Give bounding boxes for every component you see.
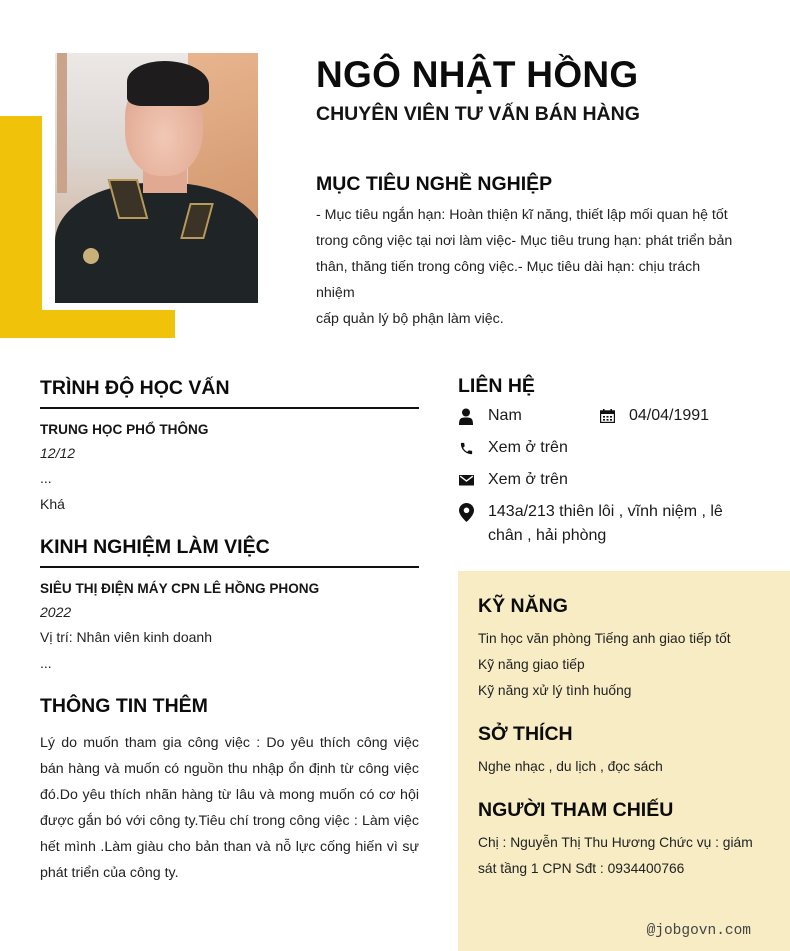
education-heading: TRÌNH ĐỘ HỌC VẤN <box>40 377 230 399</box>
phone-icon <box>458 439 474 457</box>
birthday-value: 04/04/1991 <box>629 407 710 424</box>
objective-line: thân, thăng tiến trong công việc.- Mục tiêu dài hạn: chịu trách nhiệm <box>316 259 701 301</box>
education-school: TRUNG HỌC PHỔ THÔNG <box>40 422 209 437</box>
education-detail: ... <box>40 470 52 486</box>
skill-item: Kỹ năng giao tiếp <box>478 657 585 672</box>
skills-list <box>478 626 731 704</box>
contact-birthday <box>599 404 709 428</box>
watermark: @jobgovn.com <box>646 923 751 939</box>
objective-line: trong công việc tại nơi làm việc- Mục tiêu trung hạn: phát triển bản <box>316 233 733 249</box>
accent-block-vertical <box>0 116 42 338</box>
phone-value: Xem ở trên <box>488 439 568 456</box>
contact-gender <box>458 404 522 428</box>
person-icon <box>458 407 474 425</box>
profile-photo <box>55 53 258 303</box>
photo-shirt <box>55 183 258 303</box>
references-text <box>478 830 753 882</box>
candidate-name: NGÔ NHẬT HỒNG <box>316 54 639 95</box>
education-divider <box>40 407 419 409</box>
objective-line: cấp quản lý bộ phận làm việc. <box>316 311 504 327</box>
mail-icon <box>458 471 474 489</box>
objective-line: - Mục tiêu ngắn hạn: Hoàn thiện kĩ năng, thiết lập mối quan hệ tốt <box>316 207 728 223</box>
address-line: 143a/213 thiên lôi , vĩnh niệm , lê <box>488 503 723 520</box>
hobbies-text: Nghe nhạc , du lịch , đọc sách <box>478 759 663 774</box>
additional-info-heading: THÔNG TIN THÊM <box>40 695 208 717</box>
accent-block-horizontal <box>0 310 175 338</box>
side-panel <box>458 571 790 951</box>
hobbies-heading: SỞ THÍCH <box>478 723 573 745</box>
job-title: CHUYÊN VIÊN TƯ VẤN BÁN HÀNG <box>316 103 640 125</box>
contact-address <box>458 500 723 548</box>
experience-company: SIÊU THỊ ĐIỆN MÁY CPN LÊ HỒNG PHONG <box>40 581 320 596</box>
address-value <box>488 500 723 548</box>
objective-text <box>316 202 741 332</box>
skill-item: Kỹ năng xử lý tình huống <box>478 683 632 698</box>
reference-line: sát tầng 1 CPN Sđt : 0934400766 <box>478 861 685 876</box>
experience-heading: KINH NGHIỆM LÀM VIỆC <box>40 536 270 558</box>
skill-item: Tin học văn phòng Tiếng anh giao tiếp tốt <box>478 631 731 646</box>
photo-shirt-logo <box>83 248 99 264</box>
additional-info-text: Lý do muốn tham gia công việc : Do yêu thích công việc bán hàng và muốn có nguồn thu nhập ổn định từ công việc đó.Do yêu thích nhãn hàng từ lâu và mong muốn có cơ hội được gắn bó với công ty.Tiêu chí trong công việc : Làm việc hết mình .Làm giàu cho bản than và nỗ lực cống hiến vì sự phát triển của công ty. <box>40 735 419 881</box>
objective-heading: MỤC TIÊU NGHỀ NGHIỆP <box>316 173 553 195</box>
gender-value: Nam <box>488 407 522 424</box>
contact-heading: LIÊN HỆ <box>458 375 535 397</box>
contact-phone <box>458 436 568 460</box>
location-pin-icon <box>458 503 474 521</box>
photo-background-frame <box>57 53 67 193</box>
experience-year: 2022 <box>40 604 72 620</box>
skills-heading: KỸ NĂNG <box>478 595 568 617</box>
education-period: 12/12 <box>40 445 76 461</box>
photo-hair <box>127 61 209 106</box>
calendar-icon <box>599 407 615 425</box>
reference-line: Chị : Nguyễn Thị Thu Hương Chức vụ : giám <box>478 835 753 850</box>
address-line: chân , hải phòng <box>488 527 607 544</box>
experience-divider <box>40 566 419 568</box>
email-value: Xem ở trên <box>488 471 568 488</box>
contact-email <box>458 468 568 492</box>
experience-detail: ... <box>40 655 52 671</box>
experience-position: Vị trí: Nhân viên kinh doanh <box>40 629 212 645</box>
references-heading: NGƯỜI THAM CHIẾU <box>478 799 674 821</box>
education-grade: Khá <box>40 496 65 512</box>
